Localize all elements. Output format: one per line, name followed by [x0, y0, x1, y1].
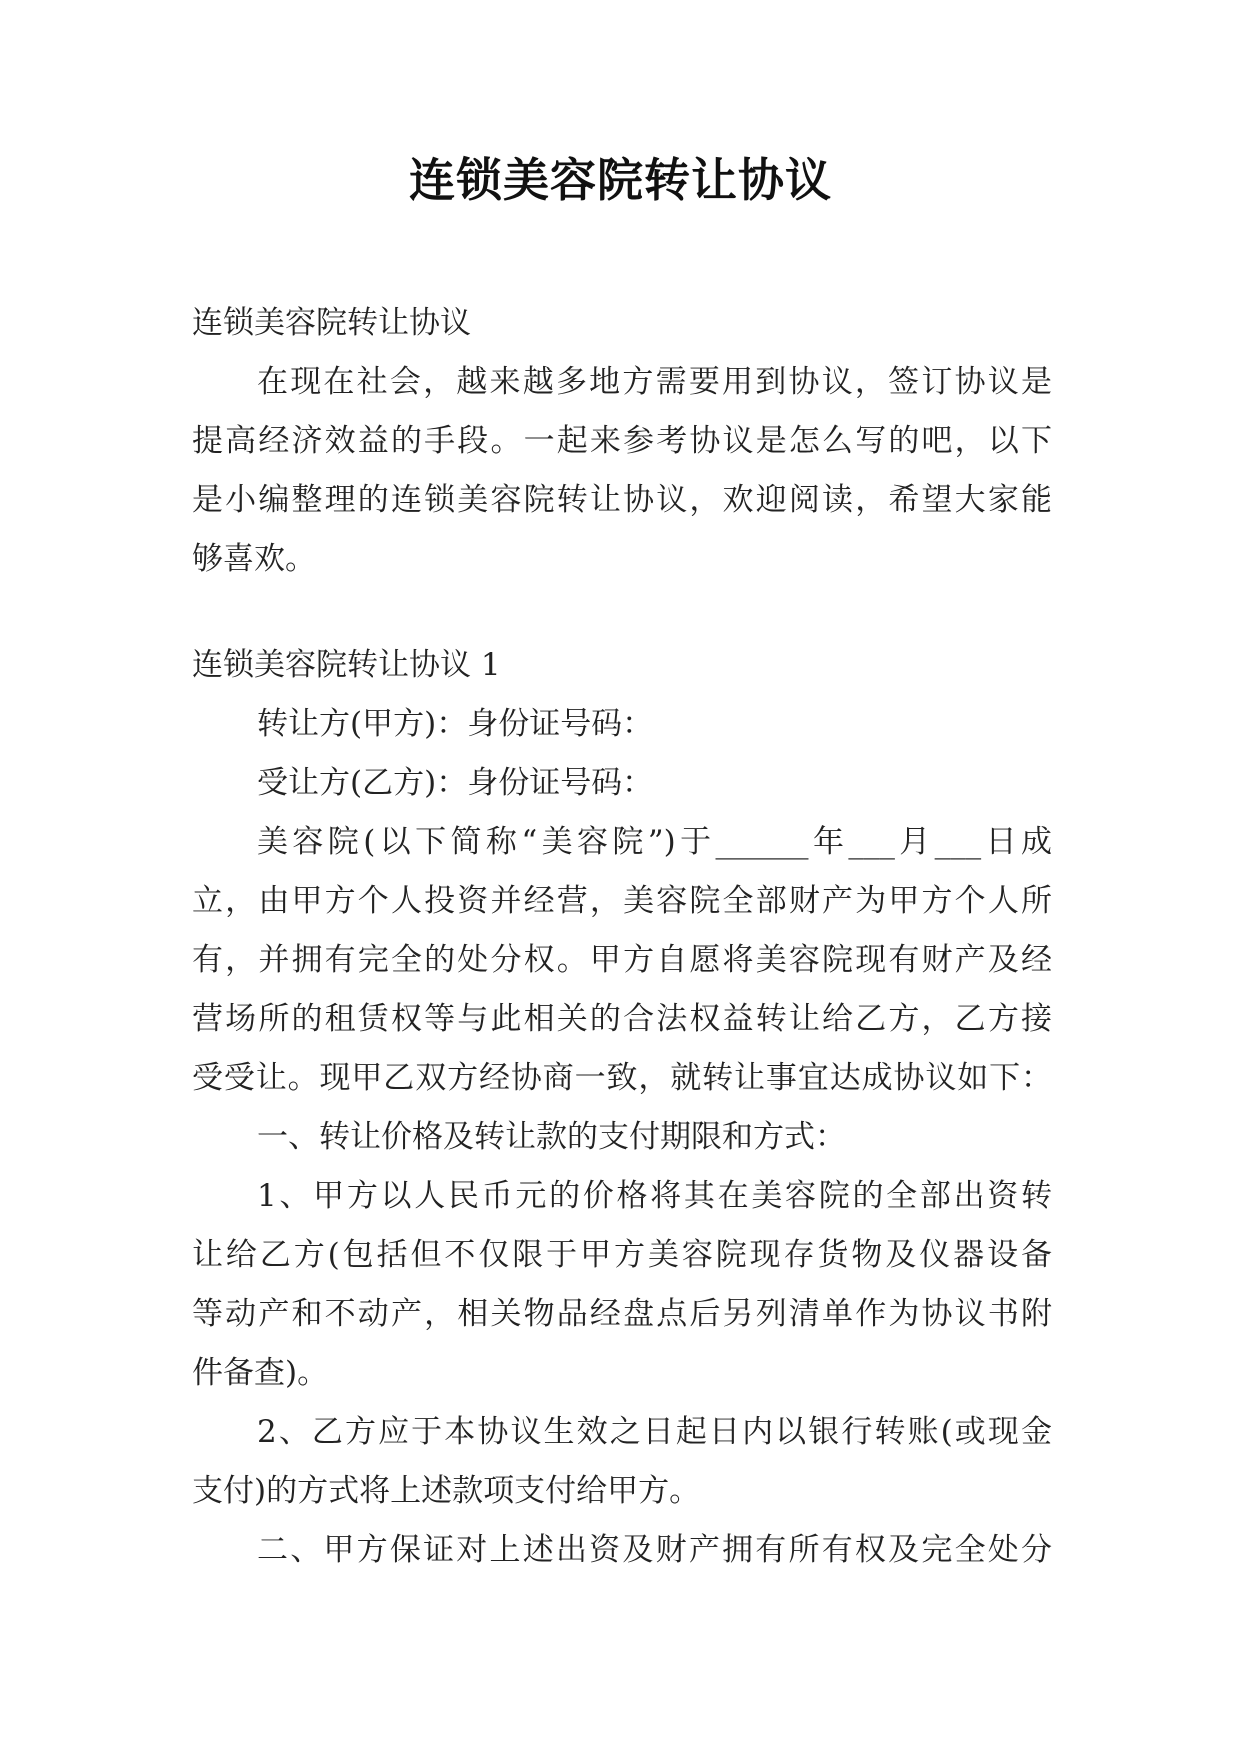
paragraph-line: 在现在社会，越来越多地方需要用到协议，签订协议是 [257, 364, 1052, 400]
paragraph-line: 2、乙方应于本协议生效之日起日内以银行转账(或现金 [257, 1414, 1052, 1450]
paragraph-line: 提高经济效益的手段。一起来参考协议是怎么写的吧，以下 [192, 423, 1052, 459]
paragraph-line: 有，并拥有完全的处分权。甲方自愿将美容院现有财产及经 [192, 942, 1052, 978]
paragraph-line: 立，由甲方个人投资并经营，美容院全部财产为甲方个人所 [192, 883, 1052, 919]
paragraph-line: 够喜欢。 [192, 541, 316, 577]
paragraph-line: 营场所的租赁权等与此相关的合法权益转让给乙方，乙方接 [192, 1001, 1052, 1037]
paragraph-line: 二、甲方保证对上述出资及财产拥有所有权及完全处分 [257, 1532, 1052, 1568]
paragraph-line: 1、甲方以人民币元的价格将其在美容院的全部出资转 [257, 1178, 1052, 1214]
subtitle-line: 连锁美容院转让协议 [192, 305, 471, 341]
paragraph-line: 等动产和不动产，相关物品经盘点后另列清单作为协议书附 [192, 1296, 1052, 1332]
section-heading: 连锁美容院转让协议 1 [192, 647, 501, 683]
paragraph-line: 支付)的方式将上述款项支付给甲方。 [192, 1473, 701, 1509]
paragraph-line: 美容院(以下简称“美容院”)于______年___月___日成 [257, 824, 1052, 860]
paragraph-line: 让给乙方(包括但不仅限于甲方美容院现存货物及仪器设备 [192, 1237, 1052, 1273]
document-title: 连锁美容院转让协议 [409, 153, 832, 207]
agreement-section [192, 636, 1052, 1580]
paragraph-line: 是小编整理的连锁美容院转让协议，欢迎阅读，希望大家能 [192, 482, 1052, 518]
intro-section [192, 294, 1052, 589]
transferor-line: 转让方(甲方)：身份证号码： [257, 706, 654, 742]
transferee-line: 受让方(乙方)：身份证号码： [257, 765, 654, 801]
clause-heading: 一、转让价格及转让款的支付期限和方式： [257, 1119, 846, 1155]
paragraph-line: 受受让。现甲乙双方经协商一致，就转让事宜达成协议如下： [192, 1060, 1052, 1096]
paragraph-line: 件备查)。 [192, 1355, 329, 1391]
